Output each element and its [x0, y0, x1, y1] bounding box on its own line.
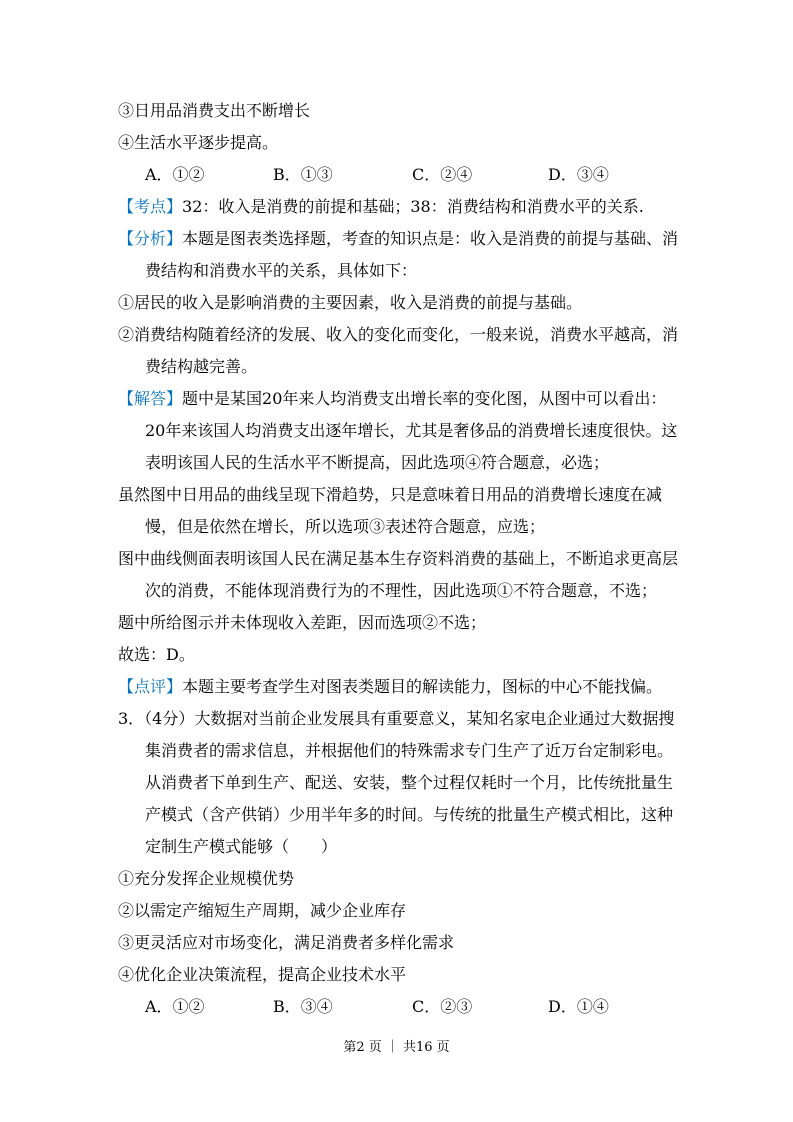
- jieda-section: [118, 389, 666, 409]
- prev-question-item-4: ④生活水平逐步提高。: [118, 133, 279, 152]
- dianping-text: 本题主要考查学生对图表类题目的解读能力，图标的中心不能找偏。: [182, 677, 663, 696]
- question-3-item-3: ③更灵活应对市场变化，满足消费者多样化需求: [118, 933, 455, 952]
- fenxi-point-2-line-1: ②消费结构随着经济的发展、收入的变化而变化，一般来说，消费水平越高，消: [118, 325, 679, 344]
- fenxi-line-1: 本题是图表类选择题，考查的知识点是：收入是消费的前提与基础、消: [182, 229, 679, 248]
- fenxi-line-2: 费结构和消费水平的关系，具体如下：: [145, 261, 418, 280]
- question-3-line-1: 3．（4分）大数据对当前企业发展具有重要意义，某知名家电企业通过大数据搜: [118, 709, 675, 728]
- question-3-item-2: ②以需定产缩短生产周期，减少企业库存: [118, 901, 407, 920]
- question-3-line-3: 从消费者下单到生产、配送、安装，整个过程仅耗时一个月，比传统批量生: [145, 773, 674, 792]
- option-b: B．③④: [273, 997, 333, 1016]
- option-b: B．①③: [273, 165, 333, 184]
- jieda-line-2: 20年来该国人均消费支出逐年增长，尤其是奢侈品的消费增长速度很快。这: [145, 421, 678, 440]
- jieda-para-3-line-1: 图中曲线侧面表明该国人民在满足基本生存资料消费的基础上，不断追求更高层: [118, 549, 679, 568]
- option-c: C．②③: [412, 997, 473, 1016]
- jieda-line-1: 题中是某国20年来人均消费支出增长率的变化图，从图中可以看出：: [182, 389, 667, 408]
- fenxi-tag: 【分析】: [118, 229, 183, 248]
- prev-question-options: [0, 165, 793, 185]
- prev-question-item-3: ③日用品消费支出不断增长: [118, 101, 311, 120]
- question-3-options: [0, 997, 793, 1017]
- question-3-line-5: 定制生产模式能够（ ）: [145, 837, 338, 856]
- dianping-tag: 【点评】: [118, 677, 183, 696]
- jieda-para-3-line-2: 次的消费，不能体现消费行为的不理性，因此选项①不符合题意，不选；: [145, 581, 658, 600]
- jieda-tag: 【解答】: [118, 389, 183, 408]
- page-footer: 第2 页 ｜ 共16 页: [343, 1040, 450, 1055]
- jieda-para-2-line-2: 慢，但是依然在增长，所以选项③表述符合题意，应选；: [145, 517, 546, 536]
- option-d: D．①④: [548, 997, 609, 1016]
- fenxi-section: [118, 229, 678, 249]
- kaodian-text: 32：收入是消费的前提和基础；38：消费结构和消费水平的关系.: [182, 197, 644, 216]
- question-3-item-4: ④优化企业决策流程，提高企业技术水平: [118, 965, 407, 984]
- question-3-item-1: ①充分发挥企业规模优势: [118, 869, 295, 888]
- jieda-para-4: 题中所给图示并未体现收入差距，因而选项②不选；: [118, 613, 487, 632]
- option-c: C．②④: [412, 165, 473, 184]
- question-3-line-2: 集消费者的需求信息，并根据他们的特殊需求专门生产了近万台定制彩电。: [145, 741, 674, 760]
- kaodian-section: [118, 197, 644, 217]
- option-a: A．①②: [145, 165, 205, 184]
- fenxi-point-1: ①居民的收入是影响消费的主要因素，收入是消费的前提与基础。: [118, 293, 583, 312]
- question-3-line-4: 产模式（含产供销）少用半年多的时间。与传统的批量生产模式相比，这种: [145, 805, 674, 824]
- fenxi-point-2-line-2: 费结构越完善。: [145, 357, 258, 376]
- jieda-para-2-line-1: 虽然图中日用品的曲线呈现下滑趋势，只是意味着日用品的消费增长速度在减: [118, 485, 663, 504]
- option-d: D．③④: [548, 165, 609, 184]
- option-a: A．①②: [145, 997, 205, 1016]
- jieda-line-3: 表明该国人民的生活水平不断提高，因此选项④符合题意，必选；: [145, 453, 610, 472]
- dianping-section: [118, 677, 662, 697]
- kaodian-tag: 【考点】: [118, 197, 183, 216]
- jieda-answer: 故选：D。: [118, 645, 195, 664]
